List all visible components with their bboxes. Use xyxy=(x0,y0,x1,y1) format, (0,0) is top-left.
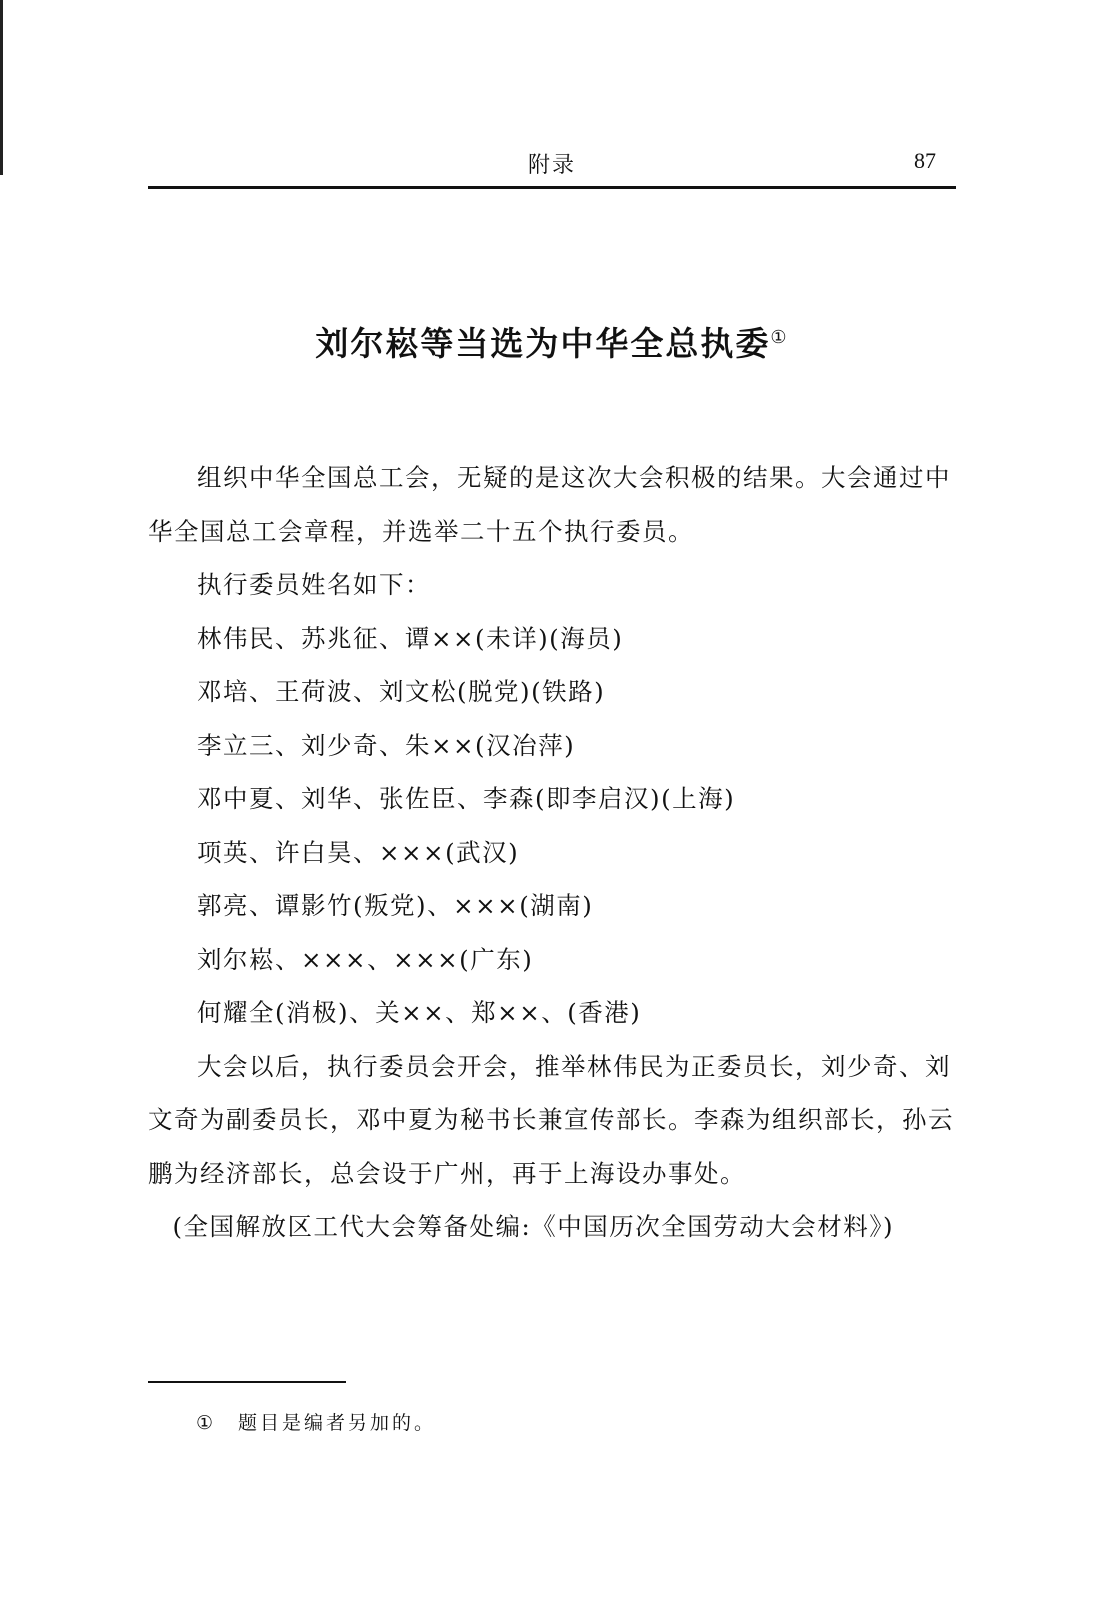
footnote xyxy=(196,1408,436,1435)
member-line-hunan: 郭亮、谭影竹(叛党)、×××(湖南) xyxy=(197,891,594,920)
member-line-guangdong: 刘尔崧、×××、×××(广东) xyxy=(197,944,534,974)
page-header xyxy=(148,148,956,192)
member-line-shanghai: 邓中夏、刘华、张佐臣、李森(即李启汉)(上海) xyxy=(197,784,736,813)
article-body xyxy=(148,451,956,1254)
member-line-hanyeping: 李立三、刘少奇、朱××(汉冶萍) xyxy=(197,730,576,760)
title-text: 刘尔崧等当选为中华全总执委 xyxy=(315,324,771,363)
scan-edge-line xyxy=(0,0,3,175)
title-footnote-ref: ① xyxy=(770,327,789,348)
paragraph-list-heading: 执行委员姓名如下： xyxy=(197,570,431,599)
paragraph-intro: 组织中华全国总工会，无疑的是这次大会积极的结果。大会通过中华全国总工会章程，并选举二十五个执行委员。 xyxy=(148,463,951,546)
member-line-hongkong: 何耀全(消极)、关××、郑××、(香港) xyxy=(197,998,642,1027)
footnote-rule xyxy=(148,1381,346,1383)
footnote-marker: ① xyxy=(196,1412,217,1434)
member-line-seamen: 林伟民、苏兆征、谭××(未详)(海员) xyxy=(197,623,624,653)
article-title xyxy=(148,318,956,365)
page-number: 87 xyxy=(914,148,936,173)
member-line-wuhan: 项英、许白昊、×××(武汉) xyxy=(197,837,520,867)
member-line-railway: 邓培、王荷波、刘文松(脱党)(铁路) xyxy=(197,677,606,706)
paragraph-after-congress: 大会以后，执行委员会开会，推举林伟民为正委员长，刘少奇、刘文奇为副委员长，邓中夏为秘书长兼宣传部长。李森为组织部长，孙云鹏为经济部长，总会设于广州，再于上海设办事处。 xyxy=(148,1051,954,1188)
source-citation: (全国解放区工代大会筹备处编:《中国历次全国劳动大会材料》) xyxy=(172,1212,895,1241)
running-head: 附录 xyxy=(527,153,576,178)
header-rule xyxy=(148,186,956,189)
footnote-text: 题目是编者另加的。 xyxy=(238,1412,437,1434)
